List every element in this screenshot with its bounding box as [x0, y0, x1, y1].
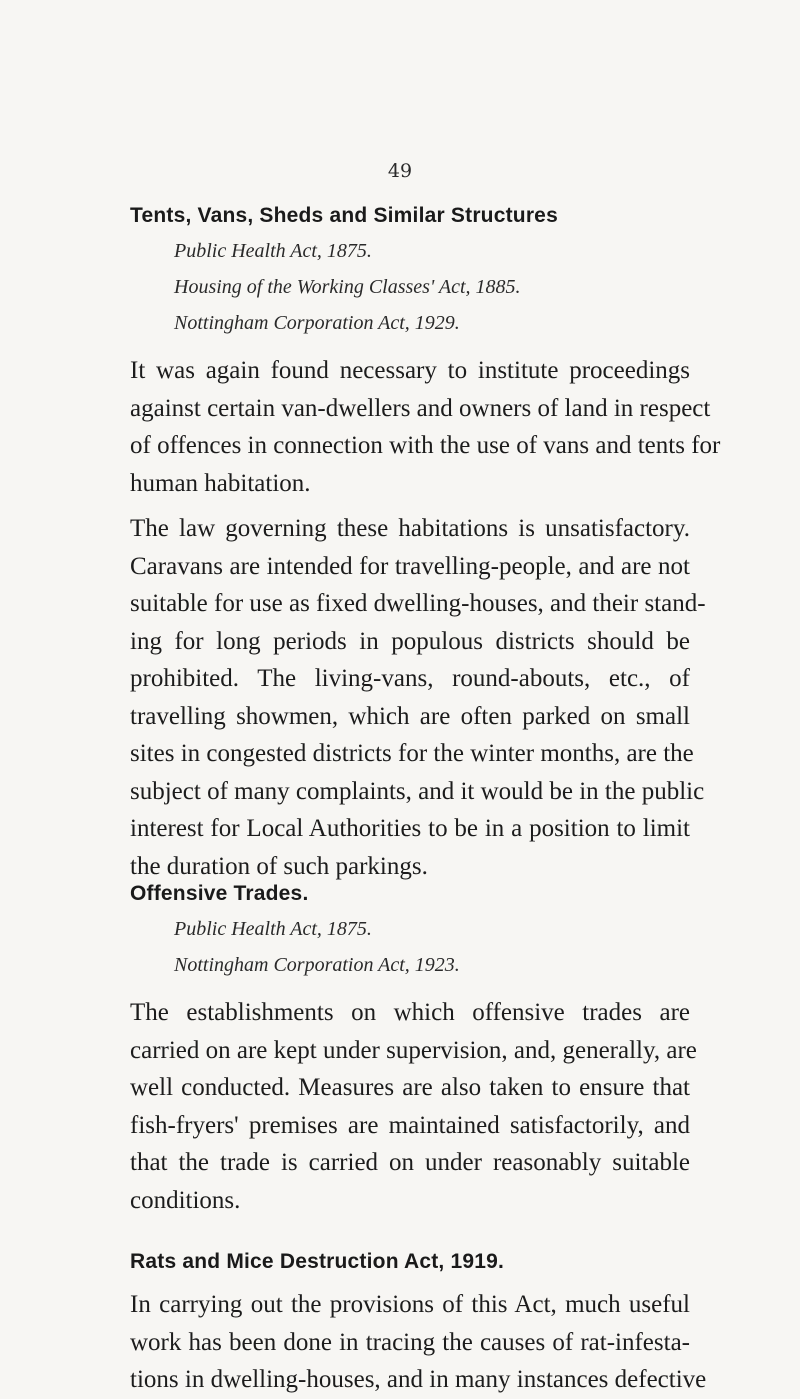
paragraph-establishments — [130, 994, 697, 1219]
section-heading-offensive-trades: Offensive Trades. — [130, 882, 309, 905]
paragraph-line: carried on are kept under supervision, and, generally, are — [130, 1036, 697, 1064]
section-heading-rats-and-mice: Rats and Mice Destruction Act, 1919. — [130, 1250, 505, 1273]
paragraph-line: In carrying out the provisions of this Act, much useful — [130, 1291, 690, 1318]
paragraph-line: work has been done in tracing the causes of rat-infesta- — [130, 1328, 690, 1356]
paragraph-line: tions in dwelling-houses, and in many instances defective — [130, 1366, 707, 1393]
paragraph-line: human habitation. — [130, 469, 311, 497]
paragraph-line: Caravans are intended for travelling-people, and are not — [130, 552, 690, 580]
paragraph-line: travelling showmen, which are often parked on small — [130, 702, 690, 730]
paragraph-rats-and-mice — [130, 1286, 707, 1399]
paragraph-line: suitable for use as fixed dwelling-houses, and their stand- — [130, 590, 706, 617]
paragraph-line: that the trade is carried on under reasonably suitable — [130, 1149, 690, 1176]
citation-public-health-act: Public Health Act, 1875. — [174, 240, 372, 262]
citation-housing-act: Housing of the Working Classes' Act, 1885. — [174, 276, 521, 298]
paragraph-van-dwellers — [130, 352, 721, 502]
paragraph-line: well conducted. Measures are also taken to ensure that — [130, 1074, 690, 1101]
citation-nottingham-act-1923: Nottingham Corporation Act, 1923. — [174, 954, 460, 976]
paragraph-line: prohibited. The living-vans, round-abouts, etc., of — [130, 665, 690, 692]
paragraph-line: against certain van-dwellers and owners of land in respect — [130, 394, 711, 422]
paragraph-line: interest for Local Authorities to be in a position to limit — [130, 815, 690, 842]
section-heading-tents-vans: Tents, Vans, Sheds and Similar Structures — [130, 204, 558, 227]
paragraph-line: sites in congested districts for the winter months, are the — [130, 740, 694, 767]
paragraph-line: The establishments on which offensive trades are — [130, 999, 690, 1026]
paragraph-line: subject of many complaints, and it would be in the public — [130, 777, 705, 805]
paragraph-line: It was again found necessary to institute proceedings — [130, 357, 690, 384]
paragraph-line: the duration of such parkings. — [130, 852, 428, 880]
paragraph-line: The law governing these habitations is unsatisfactory. — [130, 515, 690, 542]
citation-public-health-act-2: Public Health Act, 1875. — [174, 918, 372, 940]
paragraph-line: ing for long periods in populous districts should be — [130, 627, 690, 655]
paragraph-line: fish-fryers' premises are maintained satisfactorily, and — [130, 1111, 690, 1139]
page-number: 49 — [387, 160, 413, 182]
paragraph-line: of offences in connection with the use of vans and tents for — [130, 432, 721, 459]
paragraph-line: conditions. — [130, 1186, 241, 1214]
citation-nottingham-act-1929: Nottingham Corporation Act, 1929. — [174, 312, 460, 334]
paragraph-law-governing — [130, 510, 706, 885]
